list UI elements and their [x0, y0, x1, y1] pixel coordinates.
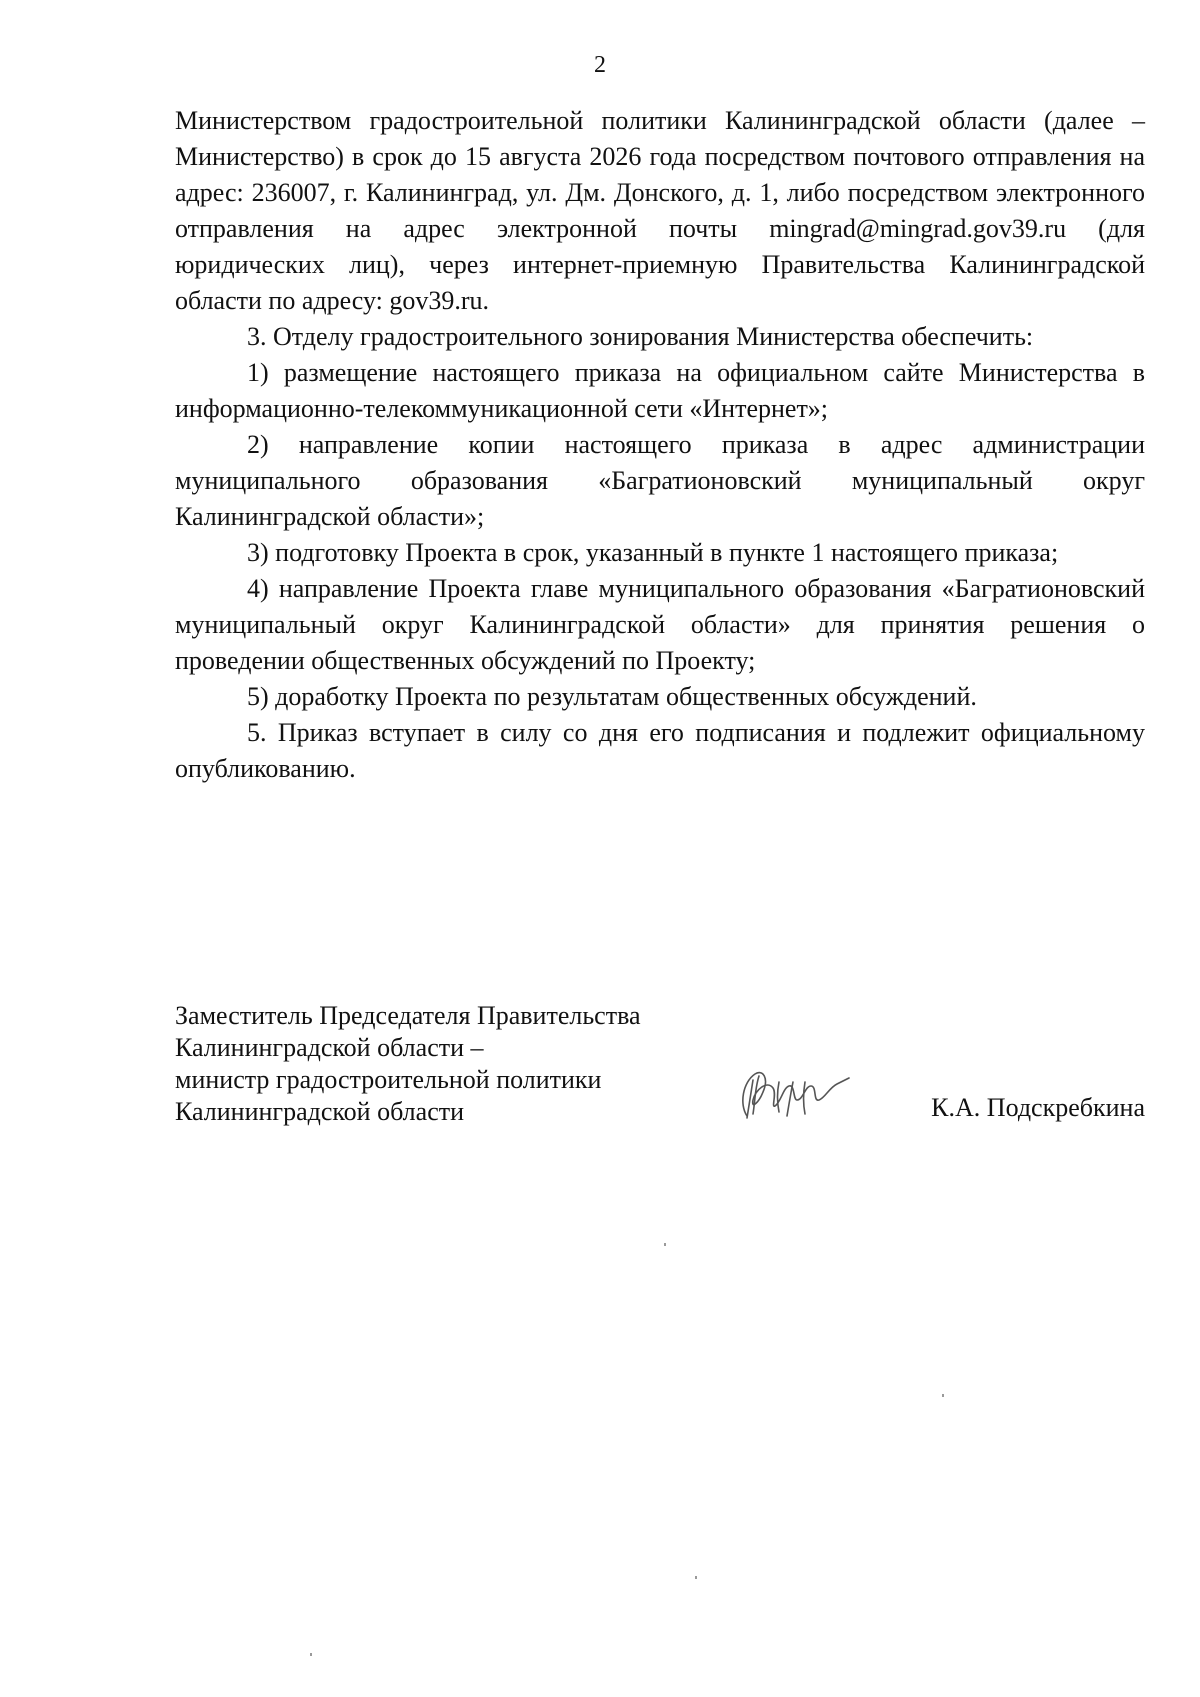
page-number: 2: [594, 52, 606, 78]
scan-speck: [942, 1394, 944, 1397]
paragraph-subitem-1: 1) размещение настоящего приказа на официальном сайте Министерства в информационно-телекоммуникационной сети «Интернет»;: [175, 358, 1145, 423]
paragraph-item-5: 5. Приказ вступает в силу со дня его подписания и подлежит официальному опубликованию.: [175, 718, 1145, 783]
signatory-position-line: Калининградской области –: [175, 1033, 484, 1062]
scan-speck: [310, 1653, 312, 1656]
scan-speck: [664, 1243, 666, 1246]
handwritten-signature-icon: [733, 1058, 853, 1130]
signatory-position: [175, 1000, 735, 1128]
paragraph-subitem-5: 5) доработку Проекта по результатам общественных обсуждений.: [247, 682, 977, 711]
paragraph-continuation: Министерством градостроительной политики Калининградской области (далее – Министерство) в срок до 15 августа 2026 года посредством почтового отправления на адрес: 236007, г. Калининград, ул. Дм. Донского, д. 1, либо посредством электронного отправления на адрес электронной почты mingrad@mingrad.gov39.ru (для юридических лиц), через интернет-приемную Правительства Калининградской области по адресу: gov39.ru.: [175, 106, 1145, 315]
signatory-position-line: министр градостроительной политики: [175, 1065, 602, 1094]
paragraph-item-3: 3. Отделу градостроительного зонирования Министерства обеспечить:: [247, 322, 1034, 351]
paragraph-subitem-3: 3) подготовку Проекта в срок, указанный в пункте 1 настоящего приказа;: [247, 538, 1059, 567]
scan-speck: [695, 1576, 697, 1579]
signatory-position-line: Калининградской области: [175, 1097, 465, 1126]
paragraph-subitem-4: 4) направление Проекта главе муниципального образования «Багратионовский муниципальный округ Калининградской области» для принятия решения о проведении общественных обсуждений по Проекту;: [175, 574, 1145, 675]
signer-name: К.А. Подскребкина: [931, 1093, 1145, 1122]
document-body: [175, 103, 1145, 787]
paragraph-subitem-2: 2) направление копии настоящего приказа в адрес администрации муниципального образования «Багратионовский муниципальный округ Калининградской области»;: [175, 430, 1145, 531]
signatory-position-line: Заместитель Председателя Правительства: [175, 1001, 641, 1030]
